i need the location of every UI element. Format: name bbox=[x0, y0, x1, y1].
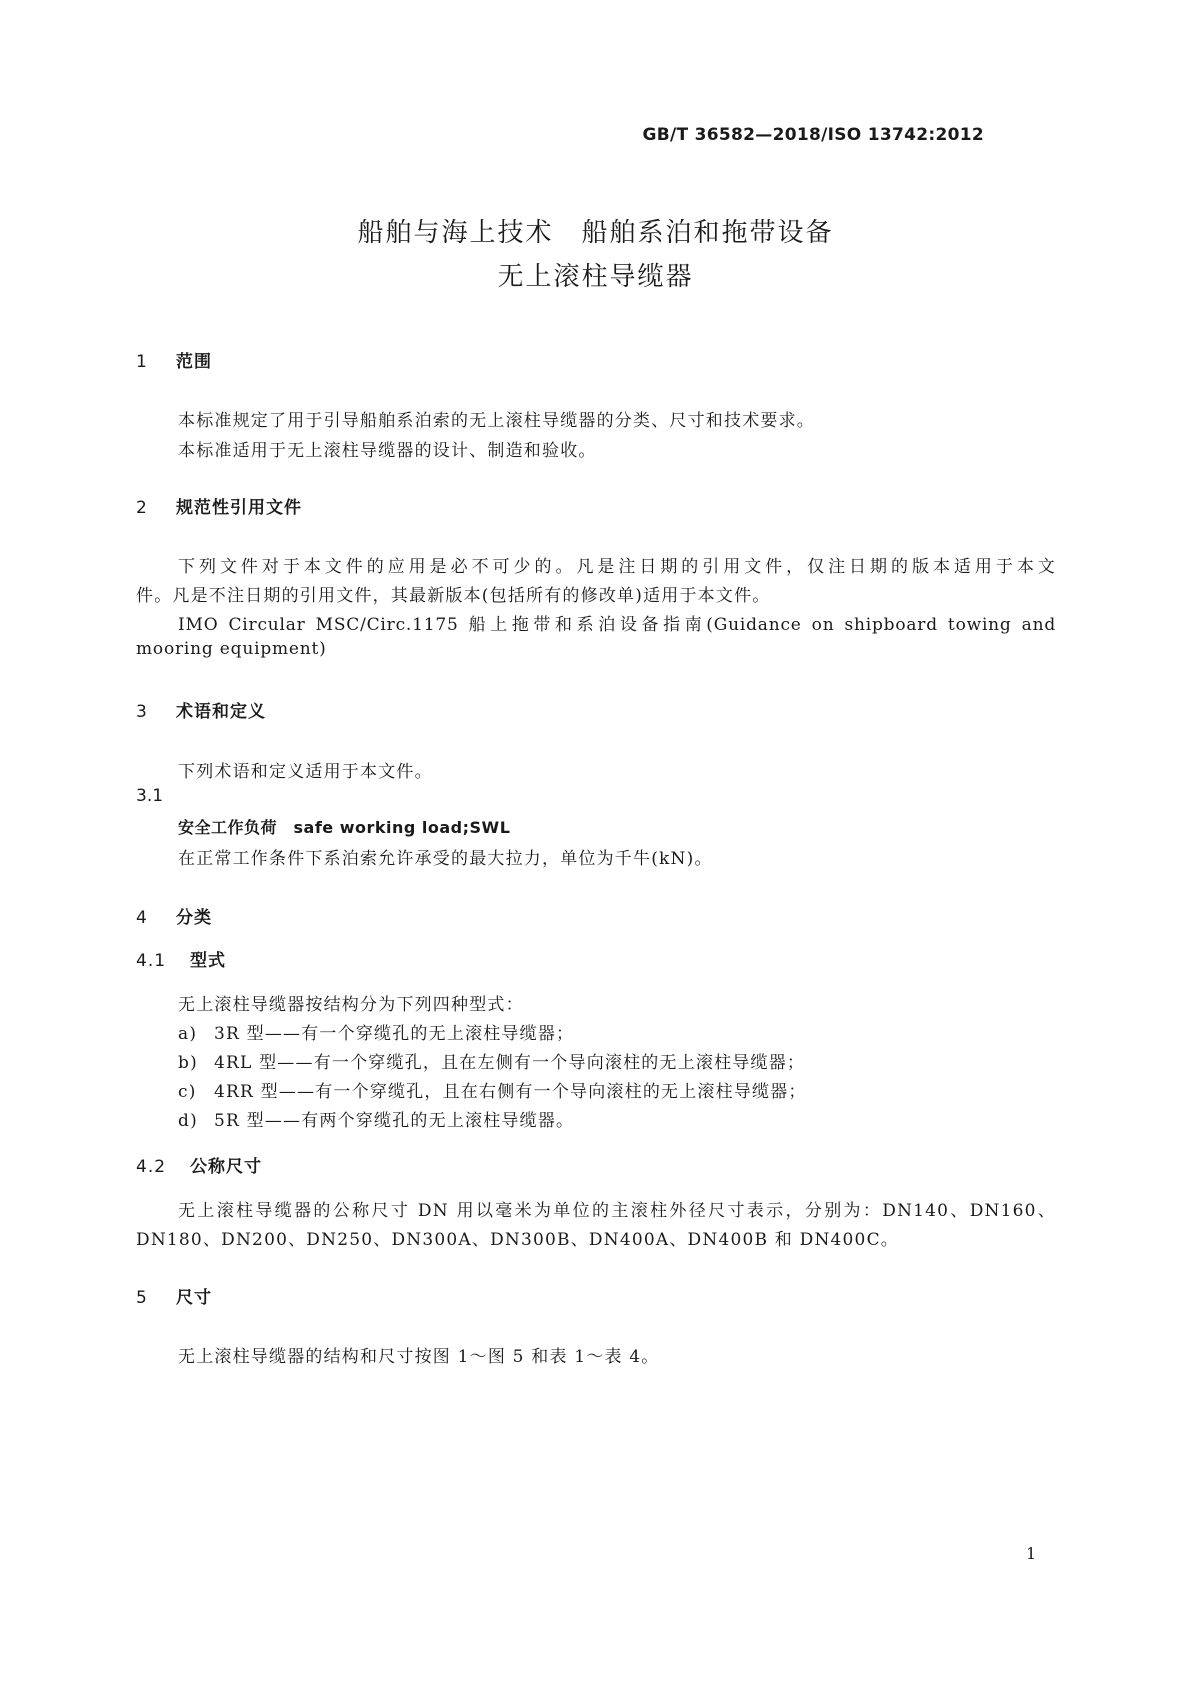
subsection-4-1-heading bbox=[136, 946, 226, 971]
section-1-heading bbox=[136, 347, 212, 372]
list-item-text: 4RL 型——有一个穿缆孔，且在左侧有一个导向滚柱的无上滚柱导缆器； bbox=[214, 1053, 806, 1073]
section-4-heading bbox=[136, 903, 212, 928]
section-number: 3 bbox=[136, 702, 148, 722]
section-number: 1 bbox=[136, 352, 148, 372]
section-title: 术语和定义 bbox=[176, 702, 266, 722]
section-title: 尺寸 bbox=[176, 1288, 212, 1308]
paragraph: 本标准适用于无上滚柱导缆器的设计、制造和验收。 bbox=[178, 441, 597, 461]
page-number: 1 bbox=[1026, 1544, 1037, 1563]
term-number: 3.1 bbox=[136, 786, 164, 806]
paragraph: 本标准规定了用于引导船舶系泊索的无上滚柱导缆器的分类、尺寸和技术要求。 bbox=[178, 411, 815, 431]
section-2-heading bbox=[136, 493, 302, 518]
section-number: 4.1 bbox=[136, 951, 167, 971]
section-3-heading bbox=[136, 697, 266, 722]
section-number: 4 bbox=[136, 908, 148, 928]
list-item bbox=[178, 1106, 574, 1131]
paragraph: 无上滚柱导缆器按结构分为下列四种型式： bbox=[178, 995, 524, 1015]
section-number: 5 bbox=[136, 1288, 148, 1308]
section-title: 型式 bbox=[190, 951, 226, 971]
term-definition: 在正常工作条件下系泊索允许承受的最大拉力，单位为千牛(kN)。 bbox=[178, 849, 713, 869]
paragraph-line: 件。凡是不注日期的引用文件，其最新版本(包括所有的修改单)适用于本文件。 bbox=[136, 586, 771, 606]
section-title: 分类 bbox=[176, 908, 212, 928]
standard-code: GB/T 36582—2018/ISO 13742:2012 bbox=[642, 125, 984, 145]
section-number: 2 bbox=[136, 498, 148, 518]
term-name: 安全工作负荷 safe working load;SWL bbox=[178, 818, 511, 837]
paragraph-line: DN180、DN200、DN250、DN300A、DN300B、DN400A、DN400B 和 DN400C。 bbox=[136, 1230, 899, 1250]
document-title-line-1: 船舶与海上技术 船舶系泊和拖带设备 bbox=[357, 218, 834, 248]
paragraph: 下列术语和定义适用于本文件。 bbox=[178, 762, 433, 782]
subsection-4-2-heading bbox=[136, 1152, 262, 1177]
paragraph: 无上滚柱导缆器的结构和尺寸按图 1～图 5 和表 1～表 4。 bbox=[178, 1347, 660, 1367]
paragraph-line: 无上滚柱导缆器的公称尺寸 DN 用以毫米为单位的主滚柱外径尺寸表示，分别为：DN140、DN160、 bbox=[178, 1201, 1056, 1221]
list-item-label: a) bbox=[178, 1024, 198, 1044]
list-item-label: b) bbox=[178, 1053, 198, 1073]
section-5-heading bbox=[136, 1283, 212, 1308]
list-item bbox=[178, 1048, 805, 1073]
list-item-text: 3R 型——有一个穿缆孔的无上滚柱导缆器； bbox=[214, 1024, 575, 1044]
section-title: 规范性引用文件 bbox=[176, 498, 302, 518]
reference-line: IMO Circular MSC/Circ.1175 船上拖带和系泊设备指南(Guidance on shipboard towing and bbox=[178, 615, 1056, 635]
list-item-text: 5R 型——有两个穿缆孔的无上滚柱导缆器。 bbox=[214, 1111, 575, 1131]
section-title: 范围 bbox=[176, 352, 212, 372]
document-title-line-2: 无上滚柱导缆器 bbox=[497, 262, 694, 292]
list-item-text: 4RR 型——有一个穿缆孔，且在右侧有一个导向滚柱的无上滚柱导缆器； bbox=[214, 1082, 807, 1102]
list-item bbox=[178, 1019, 574, 1044]
section-title: 公称尺寸 bbox=[190, 1157, 262, 1177]
list-item bbox=[178, 1077, 807, 1102]
list-item-label: d) bbox=[178, 1111, 198, 1131]
section-number: 4.2 bbox=[136, 1157, 167, 1177]
reference-line: mooring equipment) bbox=[136, 639, 327, 659]
list-item-label: c) bbox=[178, 1082, 197, 1102]
paragraph-line: 下列文件对于本文件的应用是必不可少的。凡是注日期的引用文件，仅注日期的版本适用于本文 bbox=[178, 557, 1056, 577]
